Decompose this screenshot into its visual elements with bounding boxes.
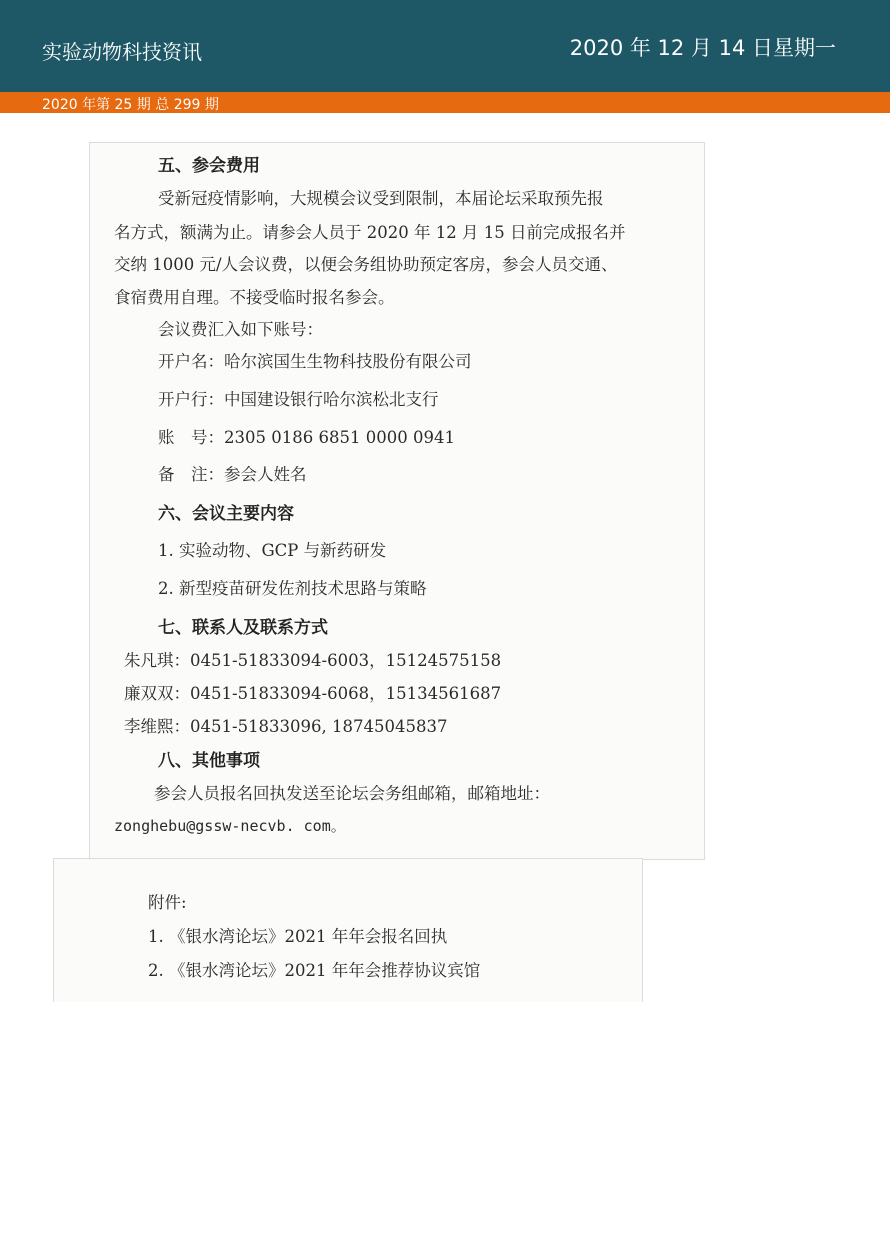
email-address: zonghebu@gssw-necvb. com。 xyxy=(114,817,346,835)
section8-heading: 八、其他事项 xyxy=(158,751,260,771)
section8-line-1: 参会人员报名回执发送至论坛会务组邮箱，邮箱地址： xyxy=(154,784,550,803)
section6-item-2: 2. 新型疫苗研发佐剂技术思路与策略 xyxy=(158,579,427,598)
account-number: 账 号：2305 0186 6851 0000 0941 xyxy=(158,428,455,447)
section5-line-5: 会议费汇入如下账号： xyxy=(158,320,323,339)
newsletter-title: 实验动物科技资讯 xyxy=(42,40,202,64)
account-name: 开户名：哈尔滨国生生物科技股份有限公司 xyxy=(158,352,472,371)
bank-name: 开户行：中国建设银行哈尔滨松北支行 xyxy=(158,390,439,409)
section5-line-1: 受新冠疫情影响，大规模会议受到限制，本届论坛采取预先报 xyxy=(158,189,604,208)
attachment-2: 2. 《银水湾论坛》2021 年年会推荐协议宾馆 xyxy=(148,961,481,980)
page-header xyxy=(0,0,890,92)
section6-heading: 六、会议主要内容 xyxy=(158,504,294,524)
section5-line-3: 交纳 1000 元/人会议费，以便会务组协助预定客房，参会人员交通、 xyxy=(114,255,618,274)
contact-3: 李维熙：0451-51833096, 18745045837 xyxy=(124,717,448,736)
scanned-page-attachments xyxy=(53,858,643,1002)
section6-item-1: 1. 实验动物、GCP 与新药研发 xyxy=(158,541,387,560)
section5-heading: 五、参会费用 xyxy=(158,156,260,176)
account-note: 备 注：参会人姓名 xyxy=(158,465,307,484)
issue-date: 2020 年 12 月 14 日星期一 xyxy=(569,36,836,60)
issue-number: 2020 年第 25 期 总 299 期 xyxy=(42,97,219,113)
section7-heading: 七、联系人及联系方式 xyxy=(158,618,328,638)
contact-1: 朱凡琪：0451-51833094-6003，15124575158 xyxy=(124,651,502,670)
attachment-1: 1. 《银水湾论坛》2021 年年会报名回执 xyxy=(148,927,448,946)
issue-bar xyxy=(0,92,890,113)
attachments-label: 附件: xyxy=(148,893,187,912)
section5-line-2: 名方式，额满为止。请参会人员于 2020 年 12 月 15 日前完成报名并 xyxy=(114,223,626,242)
scanned-page-main xyxy=(89,142,705,860)
contact-2: 廉双双：0451-51833094-6068，15134561687 xyxy=(124,684,502,703)
section5-line-4: 食宿费用自理。不接受临时报名参会。 xyxy=(114,288,395,307)
